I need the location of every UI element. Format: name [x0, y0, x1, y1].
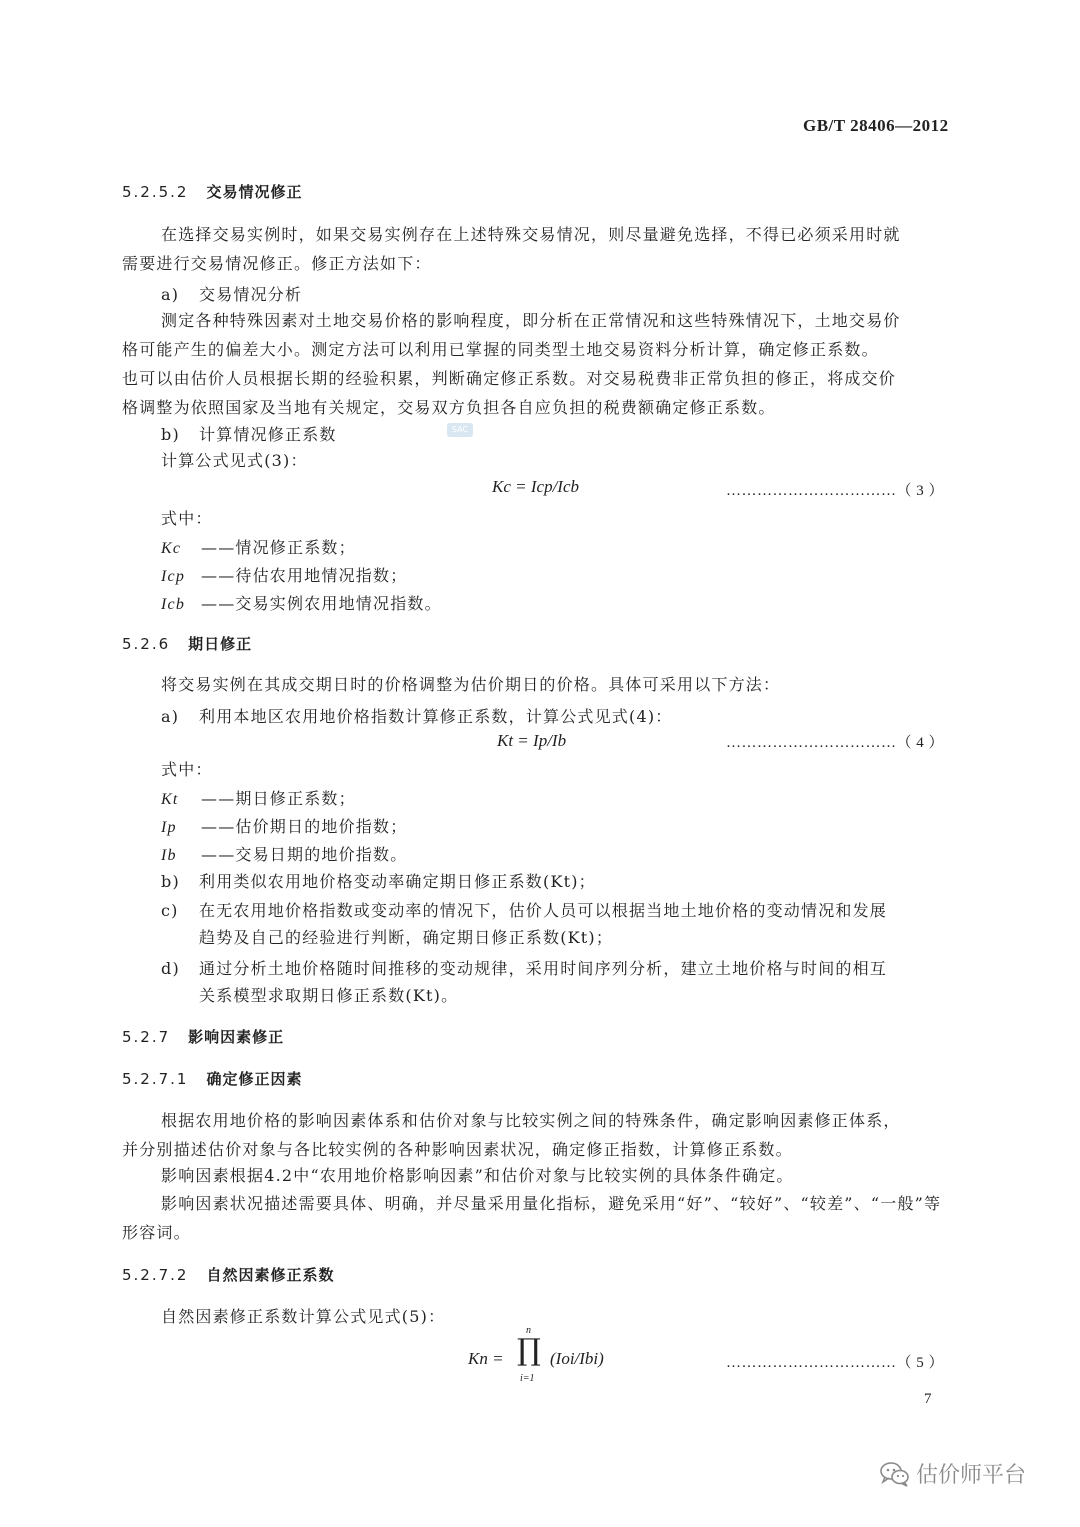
variable-symbol: Ib: [161, 847, 177, 864]
paragraph-line: 格可能产生的偏差大小。测定方法可以利用已掌握的同类型土地交易资料分析计算，确定修正系数。: [122, 340, 879, 359]
list-label: b): [161, 425, 180, 444]
list-label: c): [161, 901, 179, 920]
paragraph-line: 形容词。: [122, 1223, 191, 1242]
section-heading-5-2-7-1: [122, 1068, 303, 1089]
paragraph-line: 并分别描述估价对象与各比较实例的各种影响因素状况，确定修正指数，计算修正系数。: [122, 1140, 793, 1159]
wechat-icon: [880, 1461, 910, 1487]
paragraph-line: 格调整为依照国家及当地有关规定，交易双方负担各自应负担的税费额确定修正系数。: [122, 398, 776, 417]
section-title: 确定修正因素: [206, 1070, 303, 1088]
standard-code: GB/T 28406—2012: [803, 116, 949, 135]
variable-description: ——交易实例农用地情况指数。: [201, 594, 442, 613]
section-heading-5-2-7: [122, 1026, 284, 1047]
variable-definition: [161, 535, 356, 558]
list-label: d): [161, 959, 180, 978]
paragraph-line: 在选择交易实例时，如果交易实例存在上述特殊交易情况，则尽量避免选择，不得已必须采用时就: [161, 225, 901, 244]
paragraph-line: 影响因素状况描述需要具体、明确，并尽量采用量化指标，避免采用“好”、“较好”、“较差”、“一般”等: [161, 1194, 942, 1213]
variable-definition: [161, 591, 442, 614]
variable-description: ——情况修正系数；: [201, 538, 356, 557]
list-label: a): [161, 285, 180, 304]
variable-definition: [161, 786, 356, 809]
section-heading-5-2-5-2: [122, 181, 303, 202]
variable-definition: [161, 842, 407, 865]
list-item-c: [161, 898, 887, 921]
variable-description: ——估价期日的地价指数；: [201, 817, 408, 836]
variable-definition: [161, 563, 407, 586]
section-title: 自然因素修正系数: [206, 1266, 335, 1284]
list-text: 利用本地区农用地价格指数计算修正系数，计算公式见式(4)：: [199, 707, 673, 726]
watermark: [880, 1458, 1026, 1489]
product-symbol: ∏: [517, 1333, 541, 1368]
list-label: a): [161, 707, 180, 726]
list-item-a: [161, 704, 672, 727]
variable-symbol: Icb: [161, 596, 186, 613]
formula-intro: 自然因素修正系数计算公式见式(5)：: [161, 1307, 446, 1326]
formula-number-5: ……………………………（ 5 ）: [726, 1355, 945, 1371]
paragraph-line: 测定各种特殊因素对土地交易价格的影响程度，即分析在正常情况和这些特殊情况下，土地交易价: [161, 311, 901, 330]
variable-definition: [161, 814, 407, 837]
watermark-text: 估价师平台: [916, 1463, 1027, 1488]
list-item-a: [161, 282, 302, 305]
section-heading-5-2-6: [122, 633, 252, 654]
where-label: 式中：: [161, 760, 213, 779]
section-title: 交易情况修正: [206, 183, 303, 201]
formula-number-3: ……………………………（ 3 ）: [726, 483, 945, 499]
section-number: 5.2.5.2: [122, 183, 189, 201]
section-number: 5.2.7.1: [122, 1070, 189, 1088]
paragraph-line: 将交易实例在其成交期日时的价格调整为估价期日的价格。具体可采用以下方法：: [161, 675, 781, 694]
formula-intro: 计算公式见式(3)：: [161, 451, 308, 470]
variable-description: ——交易日期的地价指数。: [201, 845, 408, 864]
sac-stamp-logo: SAC: [447, 423, 473, 437]
list-text: 交易情况分析: [199, 285, 303, 304]
list-item-b: [161, 422, 337, 445]
list-item-d-continued: 关系模型求取期日修正系数(Kt)。: [199, 986, 459, 1005]
section-title: 期日修正: [188, 635, 253, 653]
product-lower-limit: i=1: [520, 1373, 535, 1384]
variable-symbol: Icp: [161, 568, 186, 585]
paragraph-line: 根据农用地价格的影响因素体系和估价对象与比较实例之间的特殊条件，确定影响因素修正体系，: [161, 1111, 901, 1130]
variable-symbol: Ip: [161, 819, 177, 836]
where-label: 式中：: [161, 509, 213, 528]
paragraph-line: 需要进行交易情况修正。修正方法如下：: [122, 254, 432, 273]
list-item-b: [161, 869, 596, 892]
page-number: 7: [924, 1391, 932, 1407]
variable-description: ——待估农用地情况指数；: [201, 566, 408, 585]
section-number: 5.2.7: [122, 1028, 171, 1046]
list-text: 在无农用地价格指数或变动率的情况下，估价人员可以根据当地土地价格的变动情况和发展: [199, 901, 888, 920]
formula-5-lhs: Kn =: [468, 1349, 504, 1368]
paragraph-line: 也可以由估价人员根据长期的经验积累，判断确定修正系数。对交易税费非正常负担的修正，将成交价: [122, 369, 897, 388]
section-heading-5-2-7-2: [122, 1264, 335, 1285]
list-item-c-continued: 趋势及自己的经验进行判断，确定期日修正系数(Kt)；: [199, 928, 614, 947]
formula-4: Kt = Ip/Ib: [497, 731, 567, 750]
variable-symbol: Kt: [161, 791, 179, 808]
section-title: 影响因素修正: [188, 1028, 285, 1046]
section-number: 5.2.6: [122, 635, 171, 653]
variable-symbol: Kc: [161, 540, 182, 557]
formula-number-4: ……………………………（ 4 ）: [726, 735, 945, 751]
product-upper-limit: n: [526, 1325, 531, 1336]
list-text: 通过分析土地价格随时间推移的变动规律，采用时间序列分析，建立土地价格与时间的相互: [199, 959, 888, 978]
variable-description: ——期日修正系数；: [201, 789, 356, 808]
list-text: 利用类似农用地价格变动率确定期日修正系数(Kt)；: [199, 872, 596, 891]
formula-5-rhs: (Ioi/Ibi): [550, 1349, 604, 1368]
list-item-d: [161, 956, 887, 979]
section-number: 5.2.7.2: [122, 1266, 189, 1284]
list-label: b): [161, 872, 180, 891]
formula-3: Kc = Icp/Icb: [492, 477, 579, 496]
list-text: 计算情况修正系数: [199, 425, 337, 444]
paragraph-line: 影响因素根据4.2中“农用地价格影响因素”和估价对象与比较实例的具体条件确定。: [161, 1166, 794, 1185]
